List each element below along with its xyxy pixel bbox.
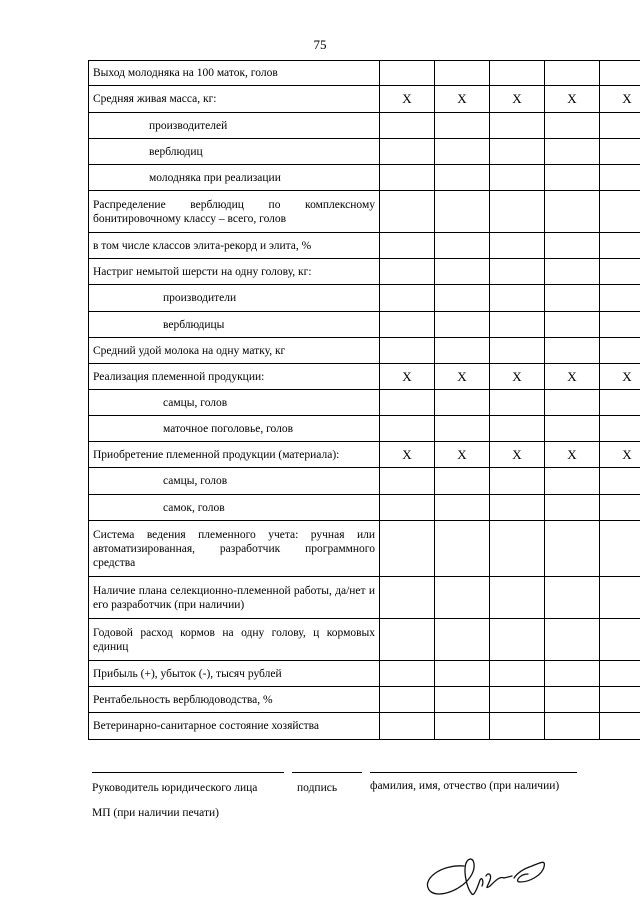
x-mark-cell: X [600,364,640,390]
value-cell [490,312,545,338]
value-cell [380,619,435,661]
x-mark-cell: X [545,442,600,468]
value-cell [600,312,640,338]
value-cell [545,312,600,338]
value-cell [545,139,600,165]
page-number: 75 [313,37,327,52]
value-cell [600,191,640,233]
value-cell [380,61,435,86]
x-mark-cell: X [490,86,545,113]
x-mark-cell: X [435,442,490,468]
value-cell [490,191,545,233]
table-row [89,113,640,139]
name-label: фамилия, имя, отчество (при наличии) [370,780,560,792]
value-cell [490,687,545,713]
value-cell [380,416,435,442]
value-cell [490,113,545,139]
value-cell [435,416,490,442]
value-cell [435,687,490,713]
table-row [89,521,640,577]
value-cell [545,113,600,139]
value-cell [600,495,640,521]
table-row [89,713,640,740]
value-cell [490,495,545,521]
table-row [89,468,640,495]
name-line [370,772,577,773]
signature-line [292,772,362,773]
value-cell [435,577,490,619]
value-cell [600,259,640,285]
value-cell [545,521,600,577]
value-cell [600,521,640,577]
table-row [89,416,640,442]
x-mark-cell: X [380,442,435,468]
value-cell [600,139,640,165]
table-row [89,495,640,521]
indicator-table [88,60,640,740]
value-cell [545,285,600,312]
table-row [89,285,640,312]
value-cell [545,713,600,740]
value-cell [545,165,600,191]
value-cell [380,165,435,191]
head-label: Руководитель юридического лица [92,782,258,794]
value-cell [435,338,490,364]
value-cell [600,61,640,86]
table-row [89,259,640,285]
row-label: Рентабельность верблюдоводства, % [89,687,380,713]
value-cell [435,521,490,577]
value-cell [490,577,545,619]
value-cell [545,416,600,442]
row-label: самцы, голов [89,390,380,416]
x-mark-cell: X [545,86,600,113]
value-cell [600,390,640,416]
row-label: верблюдиц [89,139,380,165]
value-cell [435,619,490,661]
x-mark-cell: X [490,442,545,468]
value-cell [380,113,435,139]
value-cell [490,139,545,165]
value-cell [600,165,640,191]
row-label: верблюдицы [89,312,380,338]
value-cell [600,687,640,713]
value-cell [600,113,640,139]
value-cell [435,661,490,687]
table-row [89,139,640,165]
value-cell [435,139,490,165]
value-cell [435,390,490,416]
table-row [89,338,640,364]
table-row [89,165,640,191]
x-mark-cell: X [380,86,435,113]
value-cell [490,661,545,687]
row-label: Годовой расход кормов на одну голову, ц кормовых единиц [89,619,380,661]
value-cell [435,468,490,495]
table-row [89,61,640,86]
value-cell [545,390,600,416]
value-cell [435,259,490,285]
value-cell [545,577,600,619]
row-label: Средняя живая масса, кг: [89,86,380,113]
value-cell [545,619,600,661]
row-label: производители [89,285,380,312]
row-label: Выход молодняка на 100 маток, голов [89,61,380,86]
row-label: самок, голов [89,495,380,521]
row-label: производителей [89,113,380,139]
value-cell [380,233,435,259]
x-mark-cell: X [545,364,600,390]
value-cell [380,338,435,364]
row-label: Ветеринарно-санитарное состояние хозяйства [89,713,380,740]
row-label: Реализация племенной продукции: [89,364,380,390]
head-label-line [92,772,284,773]
value-cell [600,416,640,442]
value-cell [600,468,640,495]
value-cell [435,285,490,312]
table-row [89,364,640,390]
table-row [89,86,640,113]
value-cell [490,285,545,312]
value-cell [380,495,435,521]
value-cell [545,259,600,285]
value-cell [380,468,435,495]
value-cell [490,390,545,416]
value-cell [435,191,490,233]
signature-label: подпись [297,782,338,794]
table-row [89,442,640,468]
value-cell [545,233,600,259]
value-cell [435,165,490,191]
value-cell [490,468,545,495]
value-cell [380,139,435,165]
value-cell [380,285,435,312]
value-cell [490,713,545,740]
value-cell [600,338,640,364]
x-mark-cell: X [435,86,490,113]
value-cell [545,495,600,521]
value-cell [545,468,600,495]
row-label: Прибыль (+), убыток (-), тысяч рублей [89,661,380,687]
table-row [89,661,640,687]
row-label: самцы, голов [89,468,380,495]
table-row [89,390,640,416]
row-label: Распределение верблюдиц по комплексному бонитировочному классу – всего, голов [89,191,380,233]
table-row [89,687,640,713]
value-cell [490,259,545,285]
value-cell [435,113,490,139]
value-cell [490,233,545,259]
value-cell [380,191,435,233]
value-cell [545,191,600,233]
row-label: Наличие плана селекционно-племенной работы, да/нет и его разработчик (при наличии) [89,577,380,619]
value-cell [435,495,490,521]
x-mark-cell: X [600,442,640,468]
value-cell [490,416,545,442]
value-cell [380,312,435,338]
value-cell [600,713,640,740]
table-row [89,312,640,338]
value-cell [380,713,435,740]
value-cell [490,521,545,577]
row-label: Настриг немытой шерсти на одну голову, кг: [89,259,380,285]
value-cell [600,661,640,687]
value-cell [380,390,435,416]
table-row [89,233,640,259]
value-cell [545,661,600,687]
x-mark-cell: X [490,364,545,390]
value-cell [435,233,490,259]
table-row [89,577,640,619]
handwritten-signature [416,842,556,902]
row-label: Приобретение племенной продукции (материала): [89,442,380,468]
value-cell [380,687,435,713]
value-cell [490,61,545,86]
value-cell [380,259,435,285]
row-label: Средний удой молока на одну матку, кг [89,338,380,364]
value-cell [600,285,640,312]
stamp-label: МП (при наличии печати) [92,807,219,819]
value-cell [600,577,640,619]
value-cell [435,61,490,86]
value-cell [490,619,545,661]
value-cell [435,713,490,740]
table-row [89,619,640,661]
value-cell [380,521,435,577]
value-cell [380,661,435,687]
row-label: маточное поголовье, голов [89,416,380,442]
table-row [89,191,640,233]
value-cell [380,577,435,619]
row-label: в том числе классов элита-рекорд и элита, % [89,233,380,259]
value-cell [600,233,640,259]
value-cell [600,619,640,661]
row-label: Система ведения племенного учета: ручная или автоматизированная, разработчик программного средства [89,521,380,577]
x-mark-cell: X [435,364,490,390]
value-cell [490,338,545,364]
value-cell [435,312,490,338]
row-label: молодняка при реализации [89,165,380,191]
x-mark-cell: X [600,86,640,113]
value-cell [545,61,600,86]
value-cell [545,687,600,713]
value-cell [490,165,545,191]
value-cell [545,338,600,364]
x-mark-cell: X [380,364,435,390]
